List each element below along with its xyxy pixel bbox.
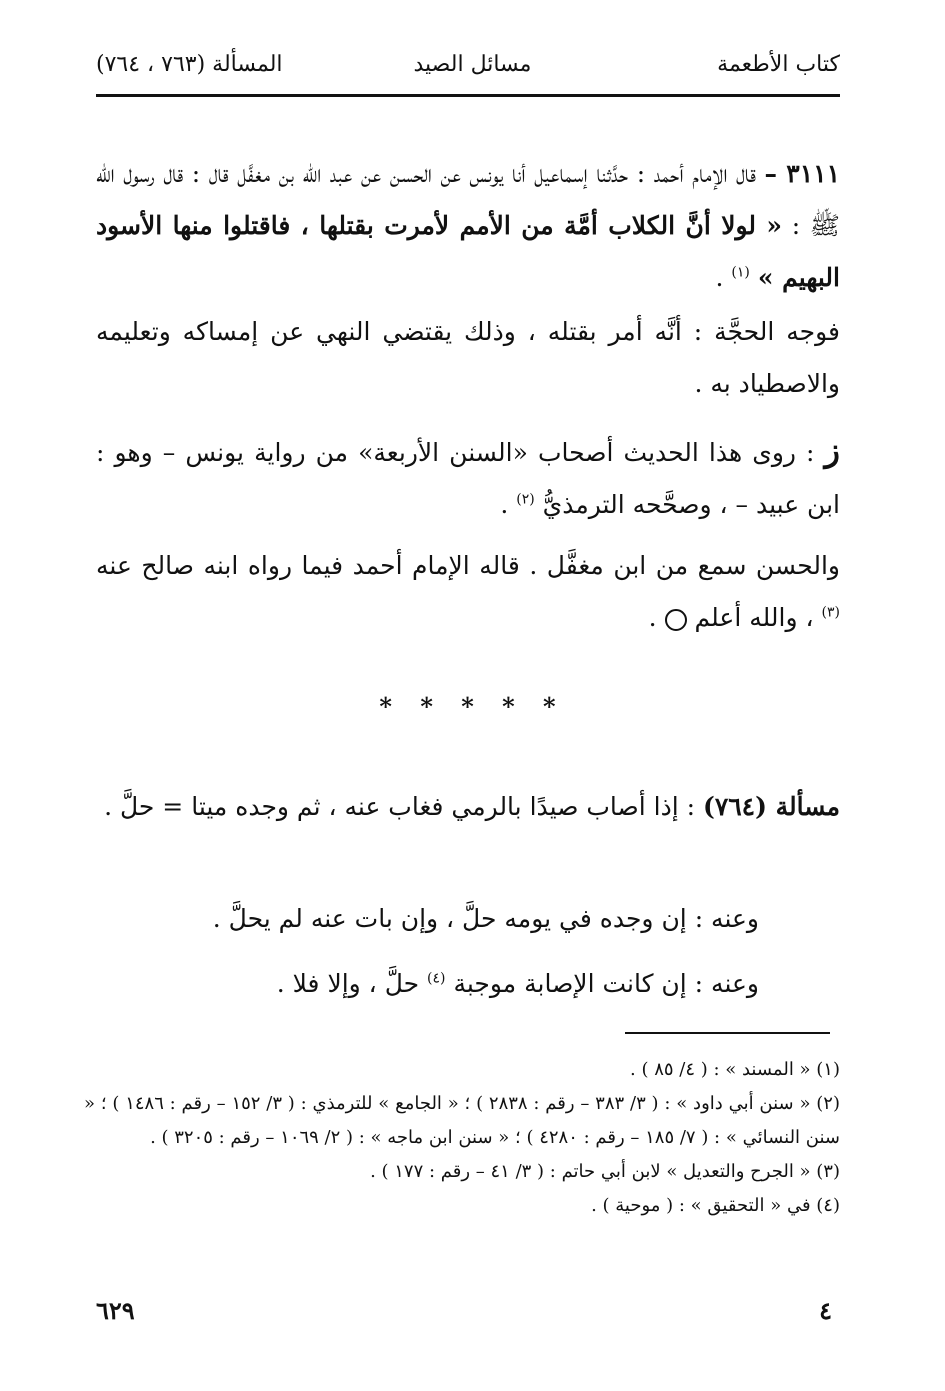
footnote-4: (٤) في « التحقيق » : ( موحية ) .: [591, 1195, 840, 1216]
issue-label: مسألة (٧٦٤): [702, 792, 840, 821]
issue-paragraph: مسألة (٧٦٤) : إذا أصاب صيدًا بالرمي فغاب عنه ، ثم وجده ميتا = حلَّ .: [104, 792, 840, 821]
section-separator: * * * * *: [379, 692, 566, 721]
footnote-2: (٢) « سنن أبي داود » : ( ٣/ ٣٨٣ – رقم : ٢٨٣٨ ) ؛ « الجامع » للترمذي : ( ٣/ ١٥٢ – رقم : ١٤٨٦ ) ؛ « سنن النسائي » : ( ٧/ ١٨٥ – رقم : ٤٢٨٠ ) ؛ « سنن ابن ماجه » : ( ٢/ ١٠٦٩ – رقم : ٣٢٠٥ ) .: [84, 1093, 840, 1148]
footnote-ref-1[interactable]: (١): [731, 264, 750, 281]
page-number: ٦٢٩: [96, 1296, 135, 1325]
takhrij-paragraph: ز : روى هذا الحديث أصحاب «السنن الأربعة» من رواية يونس – وهو : ابن عبيد – ، وصحَّحه الترمذيُّ $^{(٢)}$ .: [96, 431, 840, 519]
hasan-paragraph: والحسن سمع من ابن مغفَّل . قاله الإمام أحمد فيما رواه ابنه صالح عنه $^{(٣)}$ ، والله أعلم .: [96, 551, 840, 632]
footnote-rule: [625, 1032, 830, 1034]
issue-range: المسألة (٧٦٣ ، ٧٦٤): [96, 52, 283, 77]
book-title: كتاب الأطعمة: [717, 52, 840, 77]
footnote-1: (١) « المسند » : ( ٤/ ٨٥ ) .: [630, 1059, 840, 1080]
chapter-title: مسائل الصيد: [413, 52, 532, 77]
footnote-ref-2[interactable]: (٢): [516, 491, 535, 508]
narration-1: وعنه : إن وجده في يومه حلَّ ، وإن بات عنه لم يحلَّ .: [212, 904, 759, 933]
evidence-paragraph: فوجه الحجَّة : أنَّه أمر بقتله ، وذلك يقتضي النهي عن إمساكه وتعليمه والاصطياد به .: [96, 317, 840, 398]
hadith-quote: « لولا أنَّ الكلاب أمَّة من الأمم لأمرت بقتلها ، فاقتلوا منها الأسود البهيم »: [96, 211, 840, 292]
note-marker: ز: [824, 431, 840, 469]
hadith-paragraph: ٣١١١ – قال الإمام أحمد : حدَّثنا إسماعيل أنا يونس عن الحسن عن عبد الله بن مغفَّل قال : قال رسول الله ﷺ : « لولا أنَّ الكلاب أمَّة من الأمم لأمرت بقتلها ، فاقتلوا منها الأسود البهيم » $^{(١)}$ .: [96, 159, 840, 292]
footnote-ref-3[interactable]: (٣): [821, 604, 840, 621]
signature-mark: ٤: [819, 1296, 832, 1325]
narration-2: وعنه : إن كانت الإصابة موجبة $^{(٤)}$ حلَّ ، وإلا فلا .: [276, 969, 759, 998]
footnote-ref-4[interactable]: (٤): [427, 970, 446, 987]
end-circle-icon: [665, 609, 687, 631]
hadith-number: ٣١١١ –: [764, 159, 840, 188]
footnotes: [84, 1053, 840, 1223]
header-rule: [96, 94, 840, 97]
hadith-intro: قال الإمام أحمد : حدَّثنا إسماعيل أنا يونس عن الحسن عن عبد الله بن مغفَّل قال : قال رسول الله ﷺ :: [96, 159, 840, 240]
footnote-3: (٣) « الجرح والتعديل » لابن أبي حاتم : ( ٣/ ٤١ – رقم : ١٧٧ ) .: [370, 1161, 840, 1182]
